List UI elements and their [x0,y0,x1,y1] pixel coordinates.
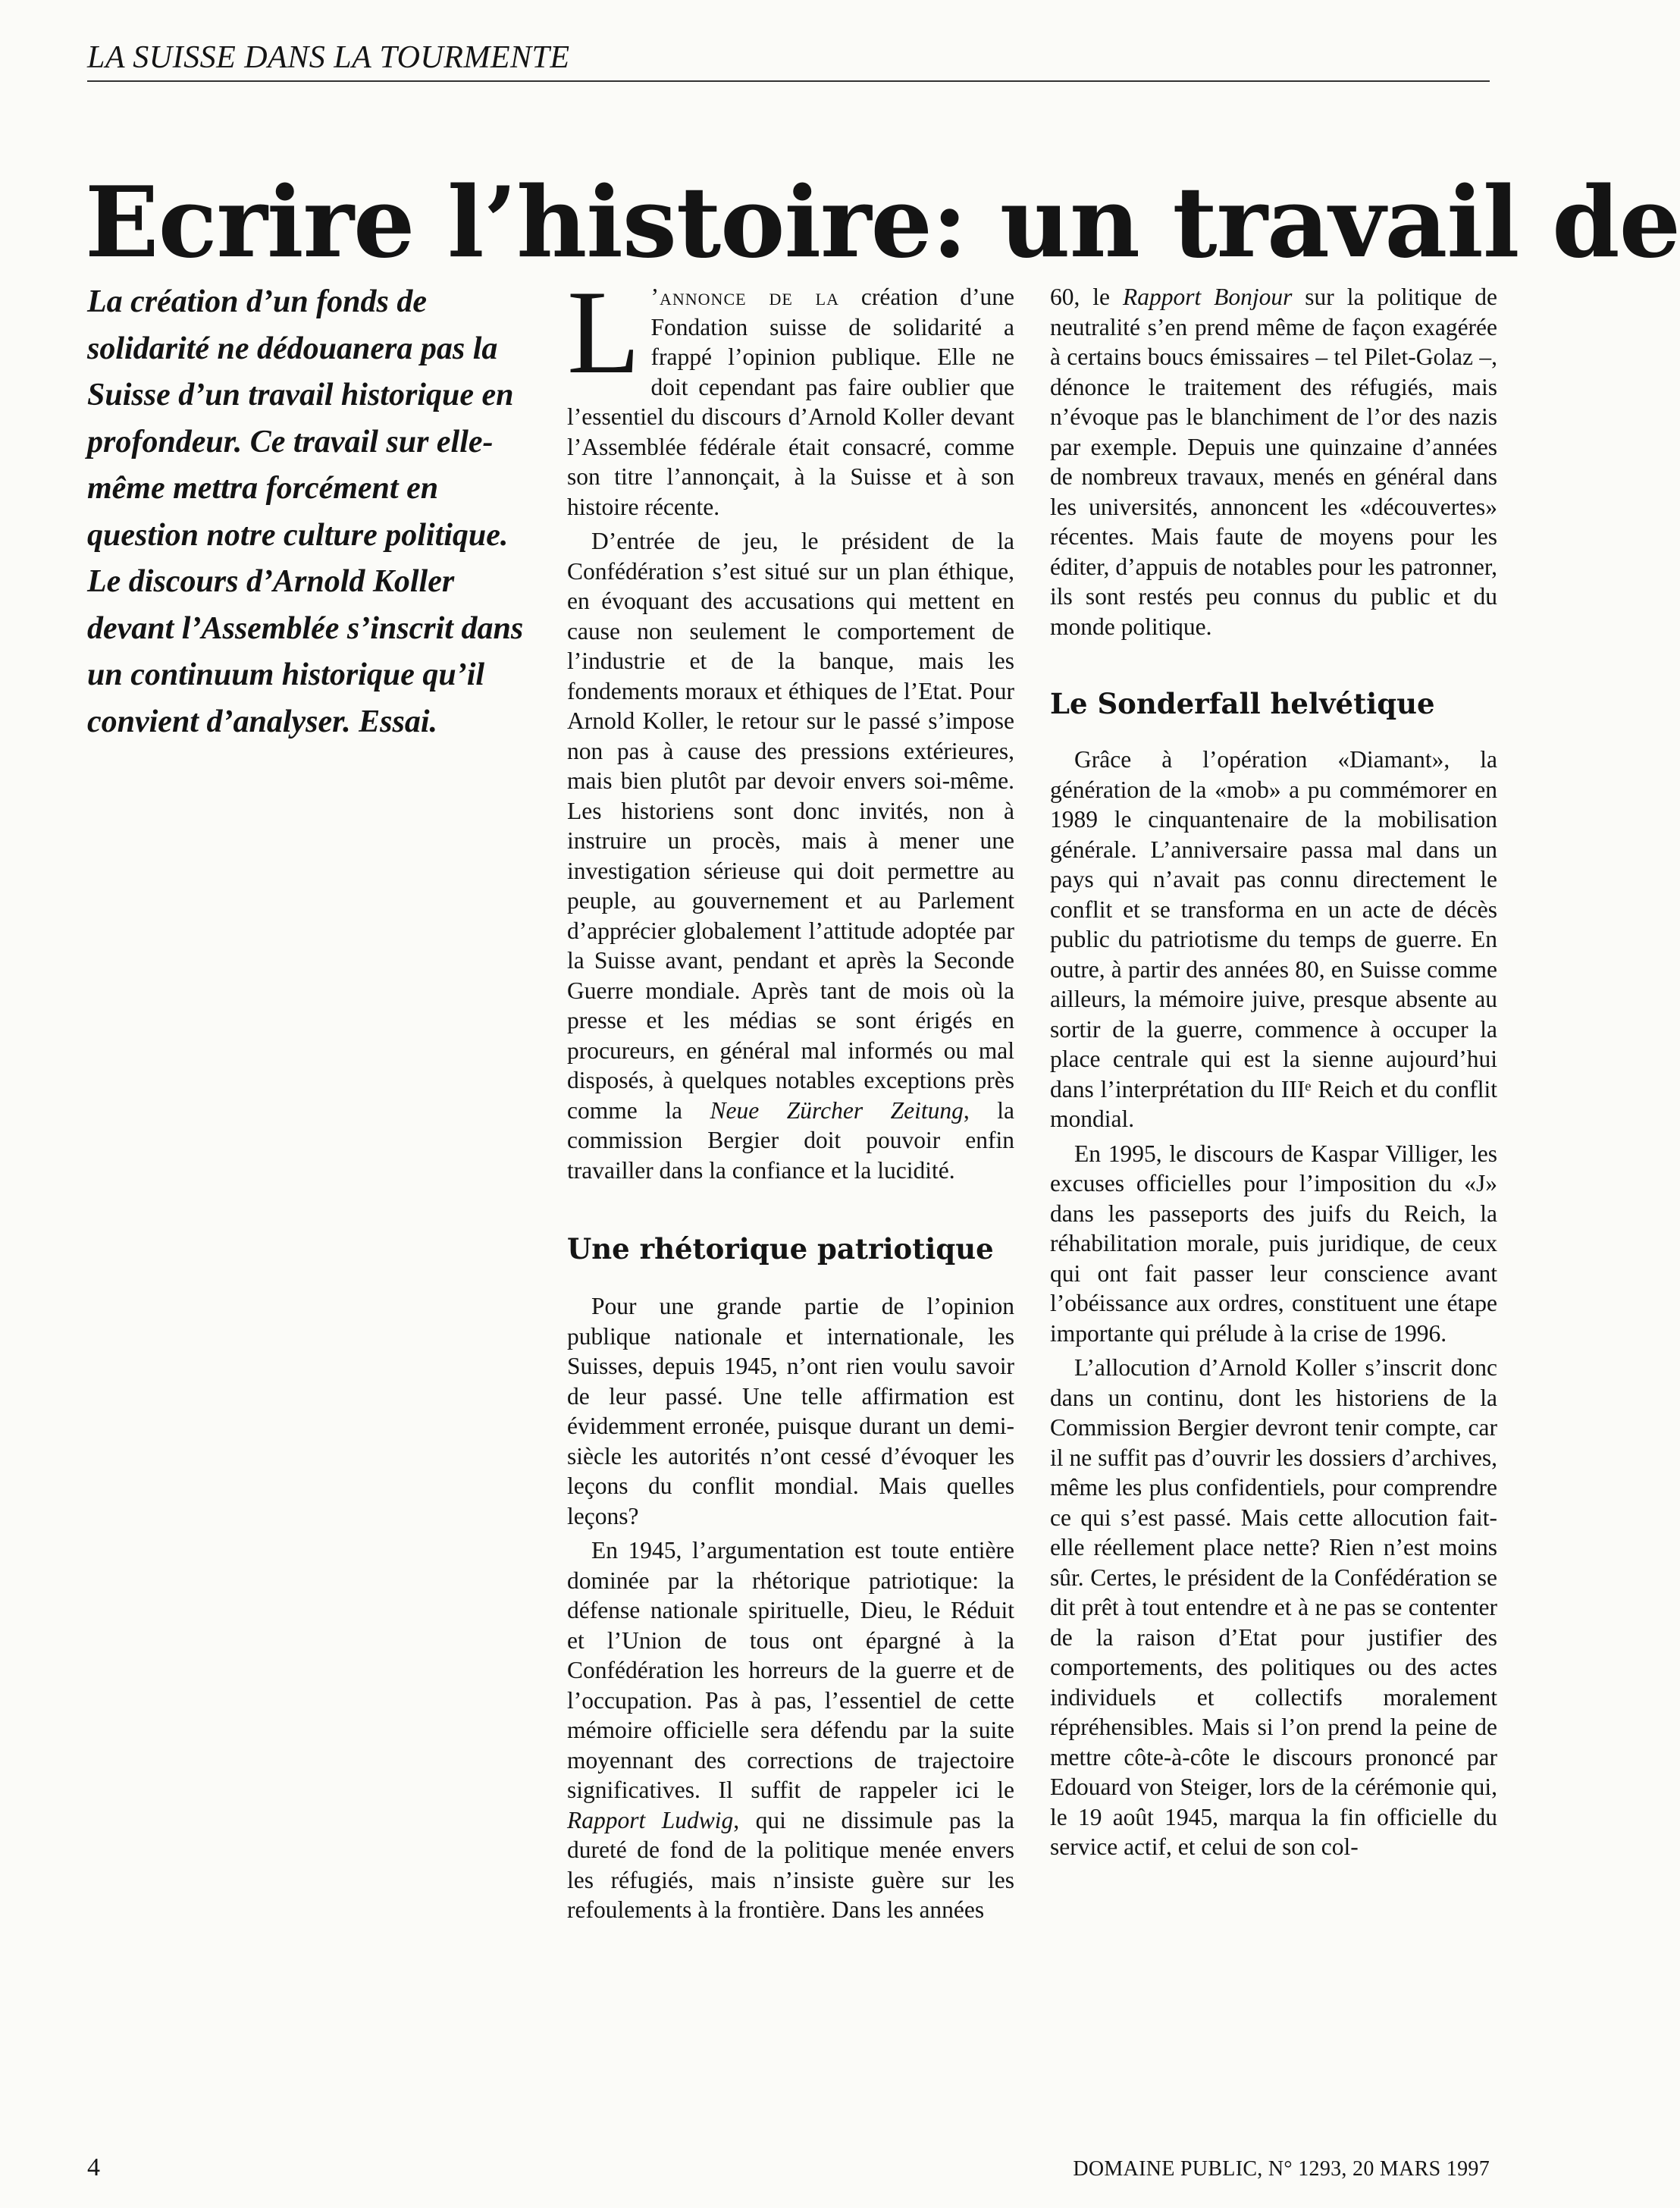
body-paragraph: Grâce à l’opération «Diamant», la génération de la «mob» a pu commémorer en 1989 le cinquantenaire de la mobilisation générale. L’anniversaire passa mal dans un pays qui n’avait pas connu directement le conflit et se transforma en un acte de décès public du patriotisme du temps de guerre. En outre, à partir des années 80, en Suisse comme ailleurs, la mémoire juive, presque absente au sortir de la guerre, commence à occuper la place centrale qui est la sienne aujourd’hui dans l’interprétation du IIIᵉ Reich et du conflit mondial. [1050,746,1497,1132]
subheading: Une rhétorique patriotique [567,1232,994,1266]
subheading: Le Sonderfall helvétique [1050,687,1435,720]
body-paragraph: 60, le Rapport Bonjour sur la politique de neutralité s’en prend même de façon exagérée à certains boucs émissaires – tel Pilet-Golaz –, dénonce le traitement des réfugiés, mais n’évoque pas le blanchiment de l’or des nazis par exemple. Depuis une quinzaine d’années de nombreux travaux, menés en général dans les universités, annoncent les «découvertes» récentes. Mais faute de moyens pour les éditer, d’appuis de notables pour les patronner, ils sont restés peu connus du public et du monde politique. [1050,284,1497,640]
body-paragraph: L’allocution d’Arnold Koller s’inscrit donc dans un continu, dont les historiens de la Commission Bergier devront tenir compte, car il ne suffit pas d’ouvrir les dossiers d’archives, même les plus confidentiels, pour comprendre ce qui s’est passé. Mais cette allocution fait-elle réellement place nette? Rien n’est moins sûr. Certes, le président de la Confédération se dit prêt à tout entendre et à ne pas se contenter de la raison d’Etat pour justifier des comportements, des politiques ou des actes individuels et collectifs moralement répréhensibles. Mais si l’on prend la peine de mettre côte-à-côte le discours prononcé par Edouard von Steiger, lors de la cérémonie qui, le 19 août 1945, marqua la fin officielle du service actif, et celui de son col- [1050,1354,1497,1860]
report-title: Rapport Ludwig [567,1806,734,1833]
lede-paragraph-2: Le discours d’Arnold Koller devant l’Assemblée s’inscrit dans un continuum historique qu’il convient d’analyser. Essai. [87,564,524,739]
article-headline: Ecrire l’histoire: un travail de [85,165,1680,280]
body-paragraph: Pour une grande partie de l’opinion publique nationale et internationale, les Suisses, depuis 1945, n’ont rien voulu savoir de leur passé. Une telle affirmation est évidemment erronée, puisque durant un demi-siècle les autorités n’ont cessé d’évoquer les leçons du conflit mondial. Mais quelles leçons? [567,1293,1014,1529]
lede-paragraph-1: La création d’un fonds de solidarité ne dédouanera pas la Suisse d’un travail historique en profondeur. Ce travail sur elle-même mettra forcément en question notre culture politique. [87,284,514,553]
body-paragraph: L ’annonce de la création d’une Fondation suisse de solidarité a frappé l’opinion publique. Elle ne doit cependant pas faire oublier que l’essentiel du discours d’Arnold Koller devant l’Assemblée fédérale était consacré, comme son titre l’annonçait, à la Suisse et à son histoire récente. [567,266,1014,520]
opening-smallcaps: ’annonce de la [650,284,840,310]
body-paragraph: D’entrée de jeu, le président de la Confédération s’est situé sur un plan éthique, en évoquant des accusations qui mettent en cause non seulement le comportement de l’industrie et de la banque, mais les fondements moraux et éthiques de l’Etat. Pour Arnold Koller, le retour sur le passé s’impose non pas à cause des pressions extérieures, mais bien plutôt par devoir envers soi-même. Les historiens sont donc invités, non à instruire un procès, mais à mener une investigation sérieuse qui doit permettre au peuple, au gouvernement et au Parlement d’apprécier globalement l’attitude adoptée par la Suisse avant, pendant et après la Seconde Guerre mondiale. Après tant de mois où la presse et les médias se sont érigés en procureurs, en général mal informés ou mal disposés, à quelques notables exceptions près comme la Neue Zürcher Zeitung, la commission Bergier doit pouvoir enfin travailler dans la confiance et la lucidité. [567,528,1014,1184]
lede [87,279,534,745]
drop-cap: L [567,266,641,399]
article-column-2 [1050,282,1497,1862]
section-kicker: LA SUISSE DANS LA TOURMENTE [87,39,1490,82]
issue-line: DOMAINE PUBLIC, N° 1293, 20 MARS 1997 [1073,2157,1490,2181]
article-column-1 [567,266,1014,1925]
page-number: 4 [87,2153,100,2181]
body-paragraph: En 1945, l’argumentation est toute entière dominée par la rhétorique patriotique: la défense nationale spirituelle, Dieu, le Réduit et l’Union de tous ont épargné à la Confédération les horreurs de la guerre et de l’occupation. Pas à pas, l’essentiel de cette mémoire officielle sera défendu par la suite moyennant des corrections de trajectoire significatives. Il suffit de rappeler ici le Rapport Ludwig, qui ne dissimule pas la dureté de fond de la politique menée envers les réfugiés, mais n’insiste guère sur les refoulements à la frontière. Dans les années [567,1537,1014,1923]
report-title: Rapport Bonjour [1122,284,1293,310]
body-paragraph: En 1995, le discours de Kaspar Villiger, les excuses officielles pour l’imposition du «J» dans les passeports des juifs du Reich, la réhabilitation morale, puis juridique, de ceux qui ont fait passer leur conscience avant l’obéissance aux ordres, constituent une étape importante qui prélude à la crise de 1996. [1050,1140,1497,1347]
publication-title: Neue Zürcher Zeitung [710,1096,964,1124]
